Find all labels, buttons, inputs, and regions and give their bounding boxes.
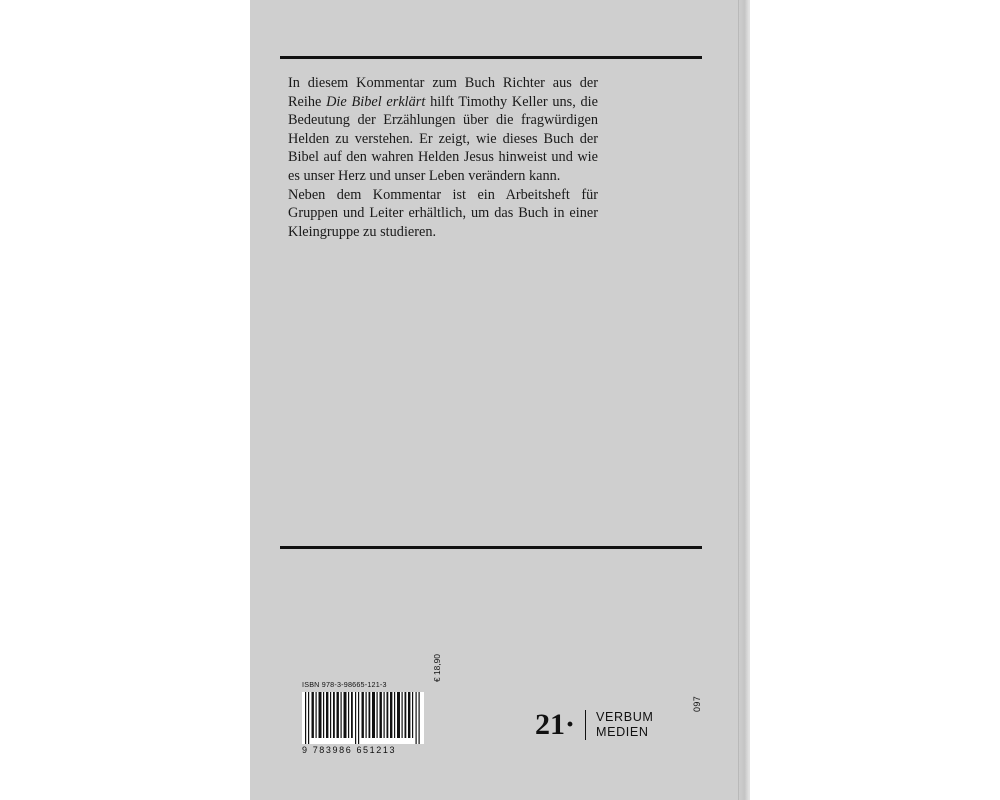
barcode-bars-icon — [302, 692, 424, 744]
blurb-p1-part2: hilft Timothy Keller uns, die Bedeutung der Erzählungen über die fragwürdigen Helden zu verstehen. Er zeigt, wie dieses Buch der Bibel auf den wahren Helden Jesus hinweist und wie es unser Herz und unser Leben verändern kann. — [288, 93, 598, 184]
cover-right-edge-shading — [738, 0, 750, 800]
price-label: € 18,90 — [432, 654, 442, 682]
logo-divider — [585, 710, 586, 740]
top-rule — [280, 56, 702, 59]
barcode-image — [302, 692, 424, 744]
series-title: Die Bibel erklärt — [326, 93, 426, 110]
publisher-name — [596, 710, 653, 740]
publisher-name-line-2: MEDIEN — [596, 725, 649, 739]
cover-right-edge-line — [738, 0, 739, 800]
barcode-digits: 9 783986 651213 — [302, 745, 397, 755]
isbn-label: ISBN 978-3-98665-121-3 — [302, 680, 387, 689]
publisher-logo — [535, 706, 654, 744]
publisher-logo-mark: 21· — [535, 708, 576, 741]
publisher-name-line-1: VERBUM — [596, 710, 654, 724]
barcode-block — [302, 654, 477, 755]
book-back-cover — [250, 0, 750, 800]
blurb-p1-part1: In diesem Kommentar zum Buch Richter aus der Reihe — [288, 75, 598, 110]
side-code: 097 — [692, 695, 702, 712]
blurb-paragraph-2: Neben dem Kommentar ist ein Arbeitsheft für Gruppen und Leiter erhältlich, um das Buch in einer Kleingruppe zu studieren. — [288, 186, 598, 240]
blurb-paragraph-1 — [288, 74, 598, 186]
bottom-rule — [280, 546, 702, 549]
blurb-text — [288, 74, 598, 241]
